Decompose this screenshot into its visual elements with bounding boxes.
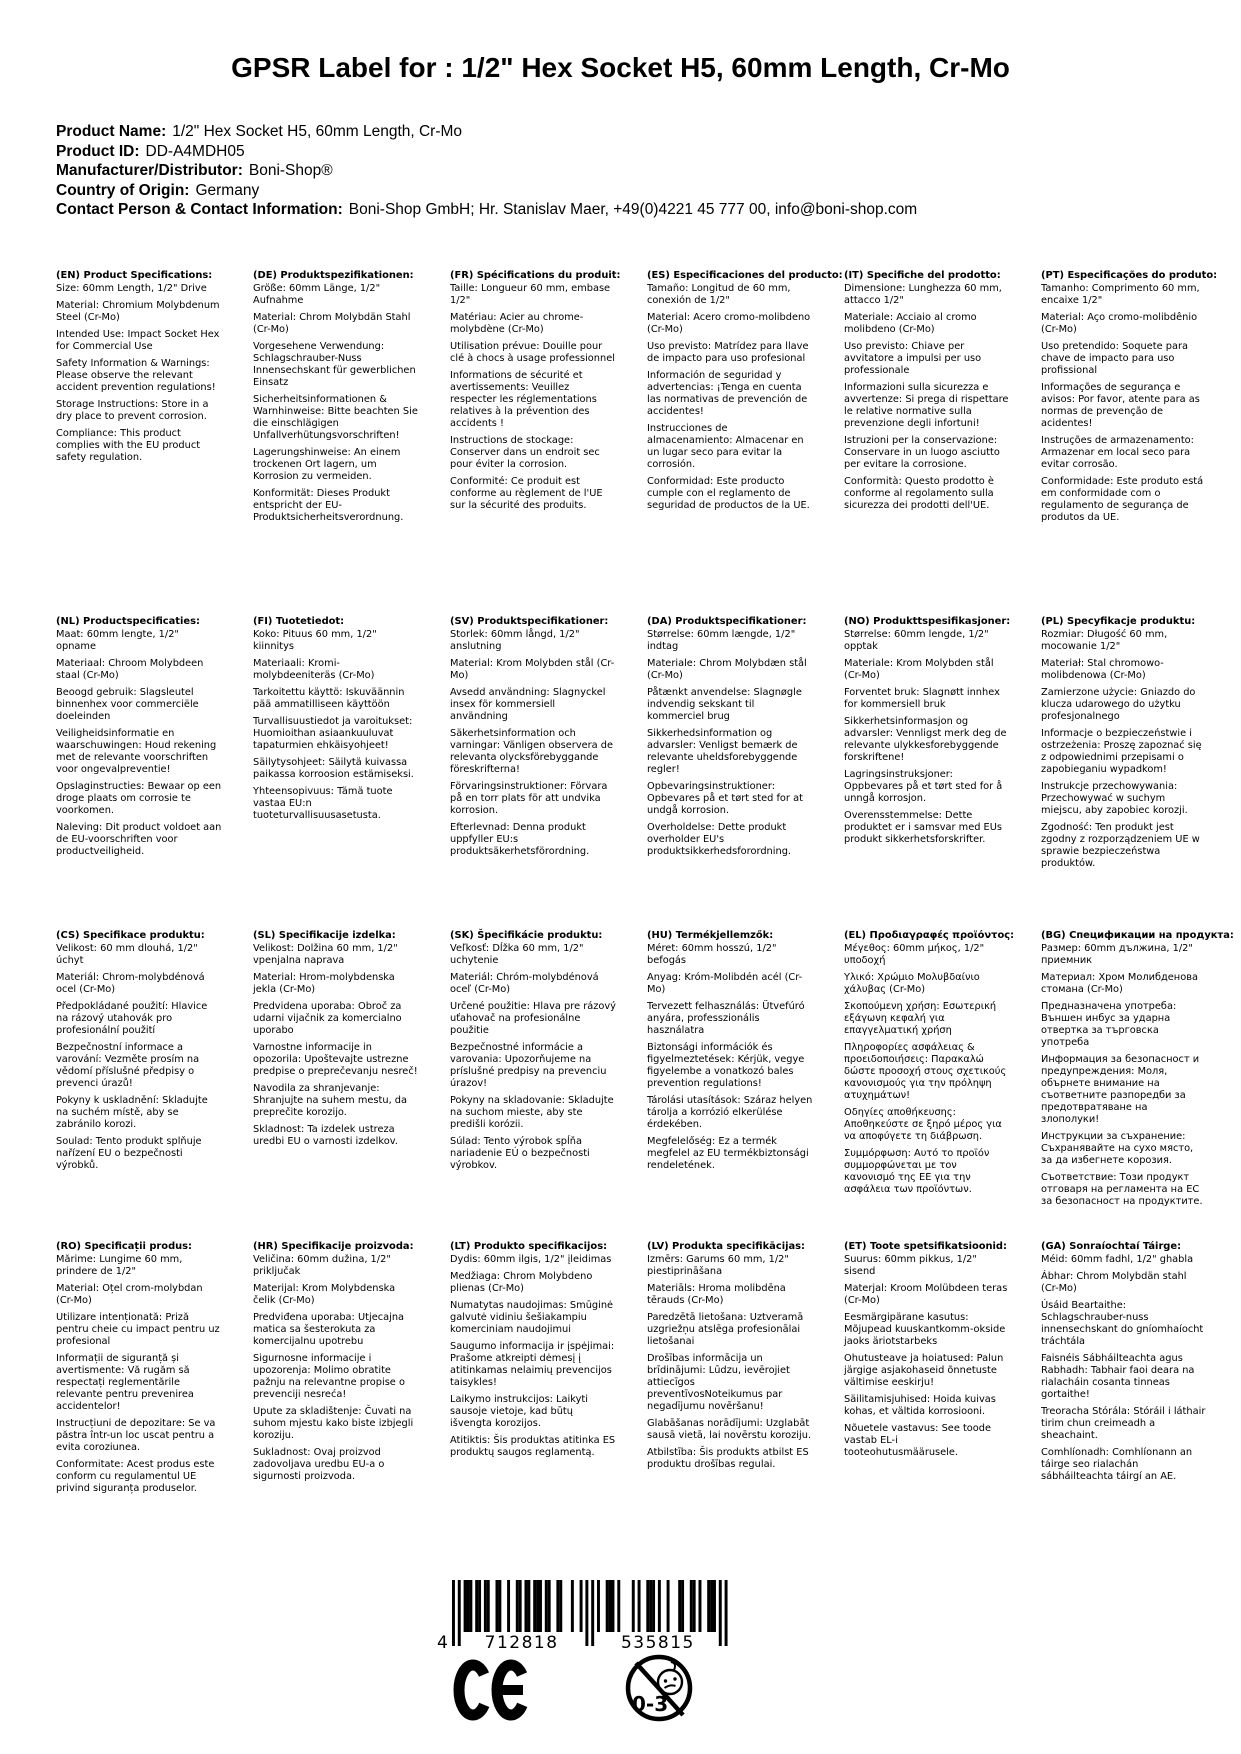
spec-block-bg <box>1041 929 1234 1241</box>
spec-heading-nl: (NL) Productspecificaties: <box>56 615 200 627</box>
spec-paragraph: Tamaño: Longitud de 60 mm, conexión de 1/2" <box>647 282 791 306</box>
spec-paragraph: Zgodność: Ten produkt jest zgodny z rozporządzeniem UE w sprawie bezpieczeństwa produktów. <box>1041 821 1200 869</box>
spec-paragraph: Uso pretendido: Soquete para chave de impacto para uso profissional <box>1041 340 1188 376</box>
spec-paragraph: Veiligheidsinformatie en waarschuwingen: Houd rekening met de relevante voorschriften voor ongevalpreventie! <box>56 727 217 775</box>
spec-paragraph: Určené použitie: Hlava pre rázový uťahovač na profesionálne použitie <box>450 1000 616 1036</box>
spec-block-es <box>647 269 843 616</box>
spec-paragraph: Velikost: 60 mm dlouhá, 1/2" úchyt <box>56 942 198 966</box>
spec-paragraph: Faisnéis Sábháilteachta agus Rabhadh: Tabhair faoi deara na rialacháin cosanta tinneas gortaithe! <box>1041 1352 1195 1400</box>
barcode-bar <box>469 1580 472 1632</box>
spec-heading-pt: (PT) Especificações do produto: <box>1041 269 1218 281</box>
spec-paragraph: Soulad: Tento produkt splňuje nařízení EU o bezpečnosti výrobků. <box>56 1135 202 1171</box>
spec-block-sl <box>253 930 419 1241</box>
spec-block-hu <box>647 930 813 1241</box>
barcode-bar <box>527 1580 530 1632</box>
spec-paragraph: Forventet bruk: Slagnøtt innhex for kommersiell bruk <box>844 686 1000 710</box>
spec-paragraph: Drošības informācija un brīdinājumi: Lūdzu, ievērojiet attiecīgos preventīvosNoteikumus par negadījumu novēršanu! <box>647 1352 790 1412</box>
barcode-bar <box>525 1580 528 1632</box>
spec-block-it <box>844 270 1010 616</box>
spec-paragraph: Matériau: Acier au chrome-molybdène (Cr-Mo) <box>450 311 584 335</box>
spec-paragraph: Uso previsto: Chiave per avvitatore a impulsi per uso professionale <box>844 340 982 376</box>
field-value: 1/2" Hex Socket H5, 60mm Length, Cr-Mo <box>172 123 463 140</box>
spec-block-sv <box>450 616 616 930</box>
field-label: Contact Person & Contact Information: <box>56 201 343 218</box>
spec-paragraph: Paredzētā lietošana: Uztveramā uzgriežņu atslēga profesionālai lietošanai <box>647 1311 804 1347</box>
barcode-bar <box>556 1580 559 1632</box>
spec-paragraph: Zamierzone użycie: Gniazdo do klucza udarowego do użytku profesjonalnego <box>1041 686 1196 722</box>
spec-paragraph: Taille: Longueur 60 mm, embase 1/2" <box>450 282 611 306</box>
spec-block-cs <box>56 930 222 1241</box>
barcode-bar <box>632 1580 635 1632</box>
spec-paragraph: Materiāls: Hroma molibdēna tērauds (Cr-Mo) <box>647 1282 786 1306</box>
spec-heading-de: (DE) Produktspezifikationen: <box>253 269 414 281</box>
barcode-bar <box>496 1580 499 1632</box>
barcode-bar <box>580 1580 583 1632</box>
spec-paragraph: Materiál: Chrom-molybdénová ocel (Cr-Mo) <box>56 971 205 995</box>
spec-paragraph: Instrucciones de almacenamiento: Almacenar en un lugar seco para evitar la corrosión. <box>647 422 804 470</box>
spec-block-pl <box>1041 616 1207 930</box>
spec-paragraph: Materiale: Acciaio al cromo molibdeno (Cr-Mo) <box>844 311 977 335</box>
spec-paragraph: Mărime: Lungime 60 mm, prindere de 1/2" <box>56 1253 183 1277</box>
spec-block-de <box>253 270 419 616</box>
spec-paragraph: Bezpečnostné informácie a varovania: Upozorňujeme na príslušné predpisy na prevenciu úrazov! <box>450 1041 607 1089</box>
spec-heading-sk: (SK) Špecifikácie produktu: <box>450 929 603 941</box>
spec-paragraph: Material: Acero cromo-molibdeno (Cr-Mo) <box>647 311 811 335</box>
spec-paragraph: Materiale: Krom Molybden stål (Cr-Mo) <box>844 657 994 681</box>
spec-paragraph: Conformité: Ce produit est conforme au règlement de l'UE sur la sécurité des produits. <box>450 475 603 511</box>
barcode-bar <box>475 1580 478 1632</box>
spec-heading-sv: (SV) Produktspecifikationer: <box>450 615 609 627</box>
spec-heading-no: (NO) Produkttspesifikasjoner: <box>844 615 1011 627</box>
barcode-bar <box>478 1580 481 1632</box>
barcode-bar <box>646 1580 649 1632</box>
barcode-bar <box>452 1580 455 1646</box>
spec-paragraph: Konformität: Dieses Produkt entspricht der EU-Produktsicherheitsverordnung. <box>253 487 404 523</box>
spec-block-nl <box>56 616 222 930</box>
spec-heading-es: (ES) Especificaciones del producto: <box>647 269 843 281</box>
spec-paragraph: Sicherheitsinformationen & Warnhinweise: Bitte beachten Sie die einschlägigen Unfallverhütungsvorschriften! <box>253 393 418 441</box>
barcode-bar <box>699 1580 702 1632</box>
spec-paragraph: Pokyny na skladovanie: Skladujte na suchom mieste, aby ste predišli korózii. <box>450 1094 614 1130</box>
spec-paragraph: Numatytas naudojimas: Smūginė galvutė vidiniu šešiakampiu komerciniam naudojimui <box>450 1299 614 1335</box>
spec-heading-it: (IT) Specifiche del prodotto: <box>844 269 1001 281</box>
spec-paragraph: Utilizare intenționată: Priză pentru cheie cu impact pentru uz profesional <box>56 1311 220 1347</box>
spec-paragraph: Biztonsági információk és figyelmeztetések: Kérjük, vegye figyelembe a vonatkozó bales prevention regulations! <box>647 1041 805 1089</box>
spec-paragraph: Informazioni sulla sicurezza e avvertenze: Si prega di rispettare le relative normative sulla prevenzione degli infortuni! <box>844 381 1009 429</box>
spec-paragraph: Conformidad: Este producto cumple con el reglamento de seguridad de productos de la UE. <box>647 475 810 511</box>
barcode-bar <box>458 1580 461 1646</box>
age-range-label: 0-3 <box>632 1692 669 1716</box>
spec-paragraph: Størrelse: 60mm lengde, 1/2" opptak <box>844 628 989 652</box>
spec-paragraph: Instructions de stockage: Conserver dans un endroit sec pour éviter la corrosion. <box>450 434 600 470</box>
spec-paragraph: Materiaali: Kromi-molybdeeniteräs (Cr-Mo) <box>253 657 375 681</box>
spec-paragraph: Storlek: 60mm långd, 1/2" anslutning <box>450 628 580 652</box>
spec-paragraph: Informações de segurança e avisos: Por favor, atente para as normas de prevenção de acidentes! <box>1041 381 1200 429</box>
barcode-bar <box>464 1580 467 1632</box>
spec-paragraph: Dimensione: Lunghezza 60 mm, attacco 1/2" <box>844 282 1002 306</box>
spec-paragraph: Μέγεθος: 60mm μήκος, 1/2" υποδοχή <box>844 942 985 966</box>
spec-heading-da: (DA) Produktspecifikationer: <box>647 615 807 627</box>
spec-paragraph: Nõuetele vastavus: See toode vastab EL-i tooteohutusmäärusele. <box>844 1422 992 1458</box>
spec-paragraph: Efterlevnad: Denna produkt uppfyller EU:s produktsäkerhetsförordning. <box>450 821 590 857</box>
spec-paragraph: Utilisation prévue: Douille pour clé à chocs à usage professionnel <box>450 340 615 364</box>
age-warning-0-3-icon <box>624 1650 694 1730</box>
barcode-bar <box>548 1580 551 1632</box>
spec-paragraph: Bezpečnostní informace a varování: Vezměte prosím na vědomí příslušné předpisy o prevenci úrazů! <box>56 1041 200 1089</box>
field-label: Country of Origin: <box>56 181 190 199</box>
spec-paragraph: Säilytysohjeet: Säilytä kuivassa paikassa korroosion estämiseksi. <box>253 756 414 780</box>
spec-paragraph: Beoogd gebruik: Slagsleutel binnenhex voor commerciële doeleinden <box>56 686 199 722</box>
field-label: Manufacturer/Distributor: <box>56 162 243 179</box>
spec-paragraph: Съответствие: Този продукт отговаря на регламента на ЕС за безопасност на продуктите. <box>1041 1171 1203 1207</box>
spec-paragraph: Opslaginstructies: Bewaar op een droge plaats om corrosie te voorkomen. <box>56 780 222 816</box>
spec-paragraph: Størrelse: 60mm længde, 1/2" indtag <box>647 628 796 652</box>
spec-paragraph: Dydis: 60mm ilgis, 1/2" įleidimas <box>450 1253 612 1265</box>
spec-paragraph: Compliance: This product complies with the EU product safety regulation. <box>56 427 201 463</box>
spec-paragraph: Comhlíonadh: Comhlíonann an táirge seo rialachán sábháilteachta táirgí an AE. <box>1041 1446 1193 1482</box>
spec-paragraph: Material: Hrom-molybdenska jekla (Cr-Mo) <box>253 971 395 995</box>
spec-heading-ro: (RO) Specificații produs: <box>56 1240 192 1252</box>
spec-heading-cs: (CS) Specifikace produktu: <box>56 929 205 941</box>
spec-paragraph: Varnostne informacije in opozorila: Upoštevajte ustrezne predpise o preprečevanju nesreč! <box>253 1041 418 1077</box>
barcode-bar <box>467 1580 470 1632</box>
spec-paragraph: Lagerungshinweise: An einem trockenen Ort lagern, um Korrosion zu vermeiden. <box>253 446 401 482</box>
spec-paragraph: Instrukcje przechowywania: Przechowywać w suchym miejscu, aby zapobiec korozji. <box>1041 780 1188 816</box>
spec-heading-lv: (LV) Produkta specifikācijas: <box>647 1240 805 1252</box>
spec-paragraph: Safety Information & Warnings: Please observe the relevant accident prevention regulations! <box>56 357 216 393</box>
spec-heading-fr: (FR) Spécifications du produit: <box>450 269 621 281</box>
spec-heading-hu: (HU) Termékjellemzők: <box>647 929 774 941</box>
spec-paragraph: Rozmiar: Długość 60 mm, mocowanie 1/2" <box>1041 628 1168 652</box>
barcode-bar <box>609 1580 612 1632</box>
barcode-bar <box>678 1580 681 1632</box>
spec-paragraph: Ábhar: Chrom Molybdän stahl (Cr-Mo) <box>1041 1270 1187 1294</box>
spec-paragraph: Predviđena uporaba: Utjecajna matica sa šesterokuta za komercijalnu upotrebu <box>253 1311 405 1347</box>
spec-paragraph: Materiál: Chróm-molybdénová oceľ (Cr-Mo) <box>450 971 599 995</box>
spec-paragraph: Materiaal: Chroom Molybdeen staal (Cr-Mo) <box>56 657 204 681</box>
spec-paragraph: Úsáid Beartaithe: Schlagschrauber-nuss innensechskant do gníomhaíocht tráchtála <box>1041 1299 1204 1347</box>
spec-heading-el: (EL) Προδιαγραφές προϊόντος: <box>844 929 1015 941</box>
barcode-bar <box>652 1580 655 1632</box>
barcode-bar <box>591 1580 594 1646</box>
spec-paragraph: Förvaringsinstruktioner: Förvara på en torr plats för att undvika korrosion. <box>450 780 608 816</box>
barcode-bar <box>597 1580 600 1632</box>
spec-block-no <box>844 616 1010 930</box>
spec-paragraph: Turvallisuustiedot ja varoitukset: Huomioithan asiaankuuluvat tapaturmien ehkäisyohjeet! <box>253 715 413 751</box>
barcode-bar <box>681 1580 684 1632</box>
spec-paragraph: Avsedd användning: Slagnyckel insex för kommersiell användning <box>450 686 606 722</box>
spec-heading-bg: (BG) Спецификации на продукта: <box>1041 929 1234 941</box>
spec-grid <box>56 270 1241 1500</box>
spec-paragraph: Tarkoitettu käyttö: Iskuväännin pää ammatilliseen käyttöön <box>253 686 405 710</box>
spec-heading-ga: (GA) Sonraíochtaí Táirge: <box>1041 1240 1182 1252</box>
spec-paragraph: Материал: Хром Молибденова стомана (Cr-Mo) <box>1041 971 1198 995</box>
spec-paragraph: Tervezett felhasználás: Ütvefúró anyára, professzionális használatra <box>647 1000 805 1036</box>
ce-letter-c <box>459 1665 487 1715</box>
barcode-bar <box>649 1580 652 1632</box>
field-value: Germany <box>195 181 260 199</box>
spec-paragraph: Overholdelse: Dette produkt overholder EU's produktsikkerhedsforordning. <box>647 821 792 857</box>
page-title: GPSR Label for : 1/2" Hex Socket H5, 60mm Length, Cr-Mo <box>231 52 1010 83</box>
barcode-bar <box>559 1580 562 1632</box>
spec-paragraph: Sikkerhedsinformation og advarsler: Venligst bemærk de relevante uheldsforebyggende regler! <box>647 727 798 775</box>
spec-paragraph: Veľkosť: Dĺžka 60 mm, 1/2" uchytenie <box>450 942 584 966</box>
spec-paragraph: Tamanho: Comprimento 60 mm, encaixe 1/2" <box>1041 282 1200 306</box>
spec-block-el <box>844 929 1015 1241</box>
spec-paragraph: Eesmärgipärane kasutus: Mõjupead kuuskantkomm-okside jaoks äriotstarbeks <box>844 1311 1006 1347</box>
spec-paragraph: Vorgesehene Verwendung: Schlagschrauber-Nuss Innensechskant für gewerblichen Einsatz <box>253 340 416 388</box>
barcode-bar <box>725 1580 728 1646</box>
spec-paragraph: Naleving: Dit product voldoet aan de EU-voorschriften voor productveiligheid. <box>56 821 222 857</box>
spec-paragraph: Informații de siguranță și avertismente: Vă rugăm să respectați reglementările relevante pentru prevenirea accidentelor! <box>56 1352 194 1412</box>
barcode-bar <box>719 1580 722 1646</box>
spec-paragraph: Size: 60mm Length, 1/2" Drive <box>56 282 207 294</box>
barcode-bar <box>484 1580 487 1632</box>
spec-heading-sl: (SL) Specifikacije izdelka: <box>253 929 396 941</box>
spec-paragraph: Material: Chromium Molybdenum Steel (Cr-Mo) <box>56 299 220 323</box>
barcode-bar <box>571 1580 574 1632</box>
spec-block-fi <box>253 616 419 930</box>
barcode-bar <box>658 1580 661 1632</box>
spec-paragraph: Overensstemmelse: Dette produktet er i samsvar med EUs produkt sikkerhetsforskrifter. <box>844 809 1003 845</box>
product-field-2 <box>56 161 1201 181</box>
spec-paragraph: Predvidena uporaba: Obroč za udarni vijačnik za komercialno uporabo <box>253 1000 402 1036</box>
spec-heading-et: (ET) Toote spetsifikatsioonid: <box>844 1240 1007 1252</box>
barcode-digit-system: 4 <box>437 1633 450 1652</box>
spec-paragraph: Atitiktis: Šis produktas atitinka ES produktų saugos reglamentą. <box>450 1434 616 1458</box>
spec-paragraph: Συμμόρφωση: Αυτό το προϊόν συμμορφώνεται με τον κανονισμό της ΕΕ για την ασφάλεια των προϊόντων. <box>844 1147 990 1195</box>
spec-paragraph: Tárolási utasítások: Száraz helyen tárolja a korrózió elkerülése érdekében. <box>647 1094 813 1130</box>
spec-paragraph: Treoracha Stórála: Stóráil i láthair tirim chun creimeadh a sheachaint. <box>1041 1405 1206 1441</box>
spec-paragraph: Информация за безопасност и предупреждения: Моля, обърнете внимание на съответните разпоредби за предотвратяване на злополуки! <box>1041 1053 1200 1125</box>
spec-paragraph: Materijal: Krom Molybdenska čelik (Cr-Mo) <box>253 1282 396 1306</box>
spec-block-da <box>647 616 813 930</box>
spec-paragraph: Izmērs: Garums 60 mm, 1/2" piestiprināšana <box>647 1253 789 1277</box>
barcode-bar <box>507 1580 510 1632</box>
spec-paragraph: Material: Aço cromo-molibdênio (Cr-Mo) <box>1041 311 1198 335</box>
ce-mark-icon <box>452 1659 532 1725</box>
barcode-bar <box>606 1580 609 1632</box>
spec-paragraph: Laikymo instrukcijos: Laikyti sausoje vietoje, kad būtų išvengta korozijos. <box>450 1393 588 1429</box>
barcode-bar <box>667 1580 670 1632</box>
spec-paragraph: Méret: 60mm hosszú, 1/2" befogás <box>647 942 777 966</box>
barcode-bar <box>519 1580 522 1632</box>
spec-paragraph: Suurus: 60mm pikkus, 1/2" sisend <box>844 1253 977 1277</box>
spec-paragraph: Medžiaga: Chrom Molybdeno plienas (Cr-Mo) <box>450 1270 593 1294</box>
spec-paragraph: Velikost: Dolžina 60 mm, 1/2" vpenjalna naprava <box>253 942 398 966</box>
barcode-bar <box>498 1580 501 1632</box>
spec-block-pt <box>1041 269 1218 616</box>
barcode-digits-right: 535815 <box>620 1633 695 1652</box>
spec-paragraph: Materjal: Kroom Molübdeen teras (Cr-Mo) <box>844 1282 1008 1306</box>
spec-paragraph: Informacje o bezpieczeństwie i ostrzeżenia: Proszę zapoznać się z odpowiednimi przepisami o zapobieganiu wypadkom! <box>1041 727 1202 775</box>
field-value: Boni-Shop® <box>248 162 333 179</box>
field-value: Boni-Shop GmbH; Hr. Stanislav Maer, +49(0)4221 45 777 00, info@boni-shop.com <box>348 201 918 218</box>
spec-block-en <box>56 270 222 616</box>
spec-heading-hr: (HR) Specifikacije proizvoda: <box>253 1240 414 1252</box>
spec-paragraph: Anyag: Króm-Molibdén acél (Cr-Mo) <box>647 971 803 995</box>
barcode-bar <box>516 1580 519 1632</box>
field-label: Product ID: <box>56 142 140 160</box>
barcode-bar <box>710 1580 713 1632</box>
spec-paragraph: Предназначена употреба: Външен инбус за ударна отвертка за търговска употреба <box>1041 1000 1177 1048</box>
spec-paragraph: Instrucțiuni de depozitare: Se va păstra într-un loc uscat pentru a evita coroziunea. <box>56 1417 216 1453</box>
spec-paragraph: Navodila za shranjevanje: Shranjujte na suhem mestu, da preprečite korozijo. <box>253 1082 408 1118</box>
spec-paragraph: Размер: 60mm дължина, 1/2" приемник <box>1041 942 1193 966</box>
spec-paragraph: Intended Use: Impact Socket Hex for Commercial Use <box>56 328 220 352</box>
spec-paragraph: Lagringsinstruksjoner: Oppbevares på et tørt sted for å unngå korrosjon. <box>844 768 1003 804</box>
spec-paragraph: Ohutusteave ja hoiatused: Palun järgige asjakohaseid õnnetuste vältimise eeskirju! <box>844 1352 1004 1388</box>
spec-paragraph: Saugumo informacija ir įspėjimai: Prašome atkreipti dėmesį į atitinkamas nelaimių prevencijos taisykles! <box>450 1340 615 1388</box>
spec-paragraph: Upute za skladištenje: Čuvati na suhom mjestu kako biste izbjegli koroziju. <box>253 1405 414 1441</box>
spec-paragraph: Méid: 60mm fadhl, 1/2" ghabla <box>1041 1253 1194 1265</box>
spec-paragraph: Uso previsto: Matrídez para llave de impacto para uso profesional <box>647 340 809 364</box>
barcode-bar <box>539 1580 542 1632</box>
spec-paragraph: Material: Chrom Molybdän Stahl (Cr-Mo) <box>253 311 411 335</box>
spec-paragraph: Materiale: Chrom Molybdæn stål (Cr-Mo) <box>647 657 807 681</box>
spec-paragraph: Skladnost: Ta izdelek ustreza uredbi EU o varnosti izdelkov. <box>253 1123 398 1147</box>
spec-paragraph: Instruções de armazenamento: Armazenar em local seco para evitar corrosão. <box>1041 434 1194 470</box>
barcode <box>436 1580 736 1656</box>
barcode-bar <box>707 1580 710 1632</box>
spec-paragraph: Istruzioni per la conservazione: Conservare in un luogo asciutto per evitare la corrosione. <box>844 434 1000 470</box>
product-field-3 <box>56 181 1201 201</box>
spec-paragraph: Material: Krom Molybden stål (Cr-Mo) <box>450 657 615 681</box>
spec-paragraph: Conformitate: Acest produs este conform cu regulamentul UE privind siguranța produselor. <box>56 1458 215 1494</box>
spec-paragraph: Säkerhetsinformation och varningar: Vänligen observera de relevanta olycksförebyggande föreskrifterna! <box>450 727 614 775</box>
barcode-bar <box>690 1580 693 1632</box>
spec-paragraph: Πληροφορίες ασφάλειας & προειδοποιήσεις: Παρακαλώ δώστε προσοχή στους σχετικούς κανονισμούς για την πρόληψη ατυχημάτων! <box>844 1041 1007 1101</box>
spec-paragraph: Storage Instructions: Store in a dry place to prevent corrosion. <box>56 398 209 422</box>
spec-paragraph: Informations de sécurité et avertissements: Veuillez respecter les réglementations relatives à la prévention des accidents ! <box>450 369 597 429</box>
spec-heading-fi: (FI) Tuotetiedot: <box>253 615 345 627</box>
spec-paragraph: Atbilstība: Šis produkts atbilst ES produktu drošības regulai. <box>647 1446 809 1470</box>
barcode-digits-left: 712818 <box>484 1633 559 1652</box>
product-field-4 <box>56 200 1201 220</box>
spec-paragraph: Súlad: Tento výrobok spĺňa nariadenie EÚ o bezpečnosti výrobkov. <box>450 1135 590 1171</box>
spec-paragraph: Conformità: Questo prodotto è conforme al regolamento sulla sicurezza dei prodotti dell'UE. <box>844 475 994 511</box>
product-field-0 <box>56 122 1201 142</box>
spec-paragraph: Υλικό: Χρώμιο Μολυβδαίνιο χάλυβας (Cr-Mo) <box>844 971 980 995</box>
barcode-bar <box>585 1580 588 1646</box>
spec-block-ga <box>1041 1241 1207 1500</box>
spec-block-et <box>844 1241 1010 1500</box>
spec-paragraph: Maat: 60mm lengte, 1/2" opname <box>56 628 179 652</box>
spec-block-fr <box>450 269 621 616</box>
spec-paragraph: Größe: 60mm Länge, 1/2" Aufnahme <box>253 282 381 306</box>
spec-block-hr <box>253 1241 419 1500</box>
spec-paragraph: Megfelelőség: Ez a termék megfelel az EU termékbiztonsági rendeletének. <box>647 1135 809 1171</box>
spec-paragraph: Pokyny k uskladnění: Skladujte na suchém místě, aby se zabránilo korozi. <box>56 1094 208 1130</box>
spec-heading-lt: (LT) Produkto specifikacijos: <box>450 1240 608 1252</box>
spec-paragraph: Säilitamisjuhised: Hoida kuivas kohas, et vältida korrosiooni. <box>844 1393 996 1417</box>
field-label: Product Name: <box>56 123 167 140</box>
barcode-bar <box>693 1580 696 1632</box>
product-info <box>56 122 1201 220</box>
spec-paragraph: Veličina: 60mm dužina, 1/2" priključak <box>253 1253 391 1277</box>
spec-paragraph: Materiał: Stal chromowo-molibdenowa (Cr-Mo) <box>1041 657 1164 681</box>
spec-paragraph: Material: Oțel crom-molybdan (Cr-Mo) <box>56 1282 203 1306</box>
spec-paragraph: Σκοπούμενη χρήση: Εσωτερική εξάγωνη κεφαλή για επαγγελματική χρήση <box>844 1000 997 1036</box>
spec-paragraph: Conformidade: Este produto está em conformidade com o regulamento de segurança de produtos da UE. <box>1041 475 1204 523</box>
spec-paragraph: Påtænkt anvendelse: Slagnøgle indvendig sekskant til kommerciel brug <box>647 686 802 722</box>
product-field-1 <box>56 142 1201 162</box>
spec-paragraph: Sikkerhetsinformasjon og advarsler: Vennligst merk deg de relevante ulykkesforebyggende forskriftene! <box>844 715 1007 763</box>
spec-paragraph: Información de seguridad y advertencias: ¡Tenga en cuenta las normativas de prevención de accidentes! <box>647 369 808 417</box>
barcode-bar <box>487 1580 490 1632</box>
spec-paragraph: Koko: Pituus 60 mm, 1/2" kiinnitys <box>253 628 377 652</box>
spec-paragraph: Glabāšanas norādījumi: Uzglabāt sausā vietā, lai novērstu koroziju. <box>647 1417 812 1441</box>
barcode-bar <box>638 1580 641 1632</box>
spec-heading-pl: (PL) Specyfikacje produktu: <box>1041 615 1196 627</box>
barcode-bar <box>533 1580 536 1632</box>
spec-paragraph: Sigurnosne informacije i upozorenja: Molimo obratite pažnju na relevantne propise o prevenciji nesreća! <box>253 1352 405 1400</box>
spec-paragraph: Předpokládané použití: Hlavice na rázový utahovák pro profesionální použití <box>56 1000 208 1036</box>
barcode-bar <box>612 1580 615 1632</box>
spec-block-lt <box>450 1241 616 1500</box>
spec-paragraph: Инструкции за съхранение: Съхранявайте на сухо място, за да избегнете корозия. <box>1041 1130 1194 1166</box>
spec-paragraph: Οδηγίες αποθήκευσης: Αποθηκεύστε σε ξηρό μέρος για να αποφύγετε τη διάβρωση. <box>844 1106 1002 1142</box>
spec-paragraph: Opbevaringsinstruktioner: Opbevares på et tørt sted for at undgå korrosion. <box>647 780 803 816</box>
spec-block-ro <box>56 1241 222 1500</box>
barcode-bar <box>713 1580 716 1632</box>
barcode-bar <box>536 1580 539 1632</box>
field-value: DD-A4MDH05 <box>145 142 245 160</box>
ean13-barcode-icon <box>436 1580 736 1652</box>
barcode-bar <box>617 1580 620 1632</box>
spec-paragraph: Sukladnost: Ovaj proizvod zadovoljava uredbu EU-a o sigurnosti proizvoda. <box>253 1446 385 1482</box>
spec-block-lv <box>647 1241 813 1500</box>
barcode-bar <box>545 1580 548 1632</box>
spec-paragraph: Yhteensopivuus: Tämä tuote vastaa EU:n tuoteturvallisuusasetusta. <box>253 785 393 821</box>
spec-heading-en: (EN) Product Specifications: <box>56 269 213 281</box>
spec-block-sk <box>450 930 616 1241</box>
